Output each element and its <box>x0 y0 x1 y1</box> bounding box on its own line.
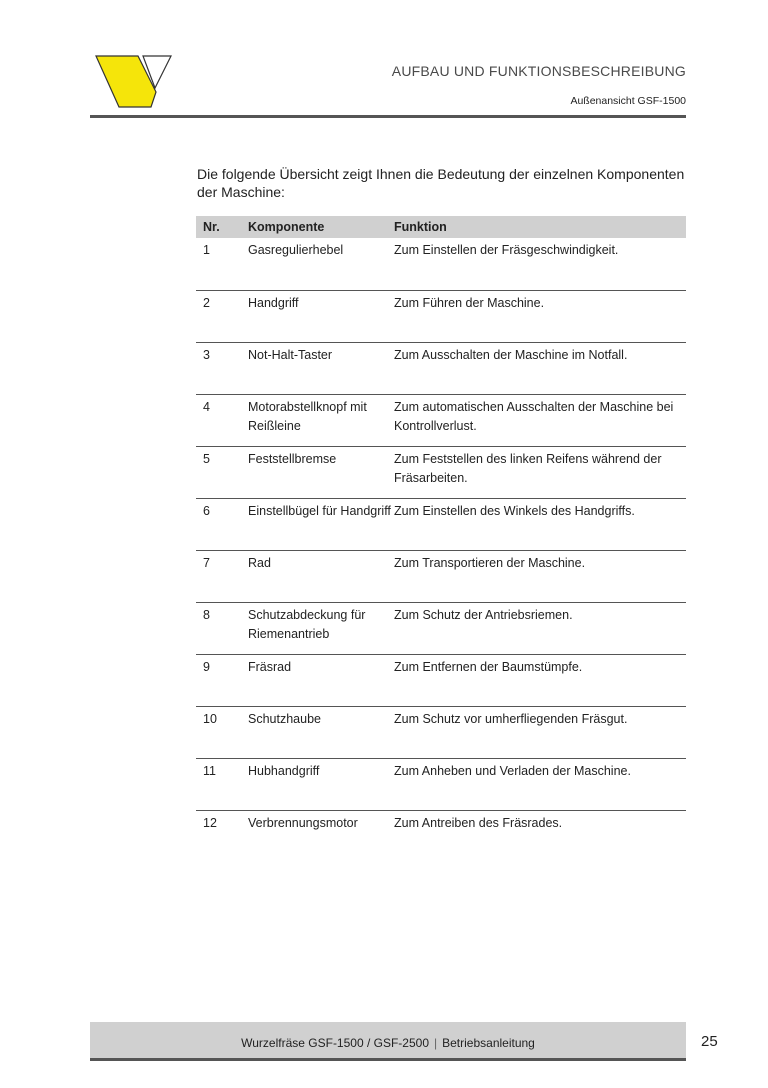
cell-function: Zum Ausschalten der Maschine im Notfall. <box>394 348 628 362</box>
table-body <box>196 238 686 862</box>
footer-divider <box>90 1058 686 1061</box>
column-header-function: Funktion <box>394 220 447 234</box>
cell-nr: 12 <box>203 816 217 830</box>
footer-product: Wurzelfräse GSF-1500 / GSF-2500 <box>241 1036 429 1050</box>
table-row <box>196 238 686 290</box>
intro-text: Die folgende Übersicht zeigt Ihnen die Bedeutung der einzelnen Komponenten der Maschine: <box>197 166 685 200</box>
table-header <box>196 216 686 238</box>
cell-component: Handgriff <box>248 296 299 310</box>
cell-component: Rad <box>248 556 271 570</box>
table-row <box>196 446 686 498</box>
footer-doc-type: Betriebsanleitung <box>442 1036 535 1050</box>
cell-function: Zum Einstellen des Winkels des Handgriffs. <box>394 504 635 518</box>
table-row <box>196 290 686 342</box>
cell-component: Not-Halt-Taster <box>248 348 333 362</box>
cell-component: Gasregulierhebel <box>248 243 344 257</box>
cell-function: Zum Schutz der Antriebsriemen. <box>394 608 573 622</box>
cell-function: Zum Anheben und Verladen der Maschine. <box>394 764 631 778</box>
cell-function: Zum Führen der Maschine. <box>394 296 545 310</box>
column-header-component: Komponente <box>248 220 325 234</box>
table-row <box>196 394 686 446</box>
cell-nr: 6 <box>203 504 210 518</box>
footer-text <box>90 1036 686 1050</box>
company-logo <box>93 52 173 112</box>
table-row <box>196 342 686 394</box>
table-row <box>196 810 686 862</box>
cell-nr: 5 <box>203 452 210 466</box>
table-row <box>196 758 686 810</box>
header-divider <box>90 115 686 118</box>
table-row <box>196 498 686 550</box>
table-row <box>196 602 686 654</box>
table-row <box>196 706 686 758</box>
table-row <box>196 654 686 706</box>
cell-function: Zum Feststellen des linken Reifens während der Fräsarbeiten. <box>394 452 662 485</box>
cell-component: Schutzabdeckung für Riemenantrieb <box>248 608 366 641</box>
cell-nr: 11 <box>203 764 216 778</box>
cell-nr: 4 <box>203 400 210 414</box>
cell-nr: 9 <box>203 660 210 674</box>
cell-nr: 10 <box>203 712 217 726</box>
cell-function: Zum automatischen Ausschalten der Maschine bei Kontrollverlust. <box>394 400 674 433</box>
cell-nr: 7 <box>203 556 210 570</box>
cell-nr: 2 <box>203 296 210 310</box>
cell-nr: 8 <box>203 608 210 622</box>
section-subtitle: Außenansicht GSF-1500 <box>570 95 686 107</box>
cell-component: Schutzhaube <box>248 712 321 726</box>
section-title: AUFBAU UND FUNKTIONSBESCHREIBUNG <box>391 63 686 79</box>
cell-nr: 1 <box>203 243 210 257</box>
cell-component: Einstellbügel für Handgriff <box>248 504 391 518</box>
cell-component: Fräsrad <box>248 660 292 674</box>
footer-separator: | <box>434 1036 438 1050</box>
column-header-nr: Nr. <box>203 220 220 234</box>
cell-component: Motorabstellknopf mit Reißleine <box>248 400 367 433</box>
cell-nr: 3 <box>203 348 210 362</box>
page-number: 25 <box>701 1033 718 1050</box>
table-row <box>196 550 686 602</box>
cell-function: Zum Antreiben des Fräsrades. <box>394 816 563 830</box>
cell-function: Zum Entfernen der Baumstümpfe. <box>394 660 583 674</box>
cell-component: Feststellbremse <box>248 452 337 466</box>
cell-function: Zum Transportieren der Maschine. <box>394 556 586 570</box>
cell-component: Hubhandgriff <box>248 764 320 778</box>
components-table <box>196 216 686 862</box>
cell-function: Zum Einstellen der Fräsgeschwindigkeit. <box>394 243 619 257</box>
cell-function: Zum Schutz vor umherfliegenden Fräsgut. <box>394 712 628 726</box>
cell-component: Verbrennungsmotor <box>248 816 358 830</box>
